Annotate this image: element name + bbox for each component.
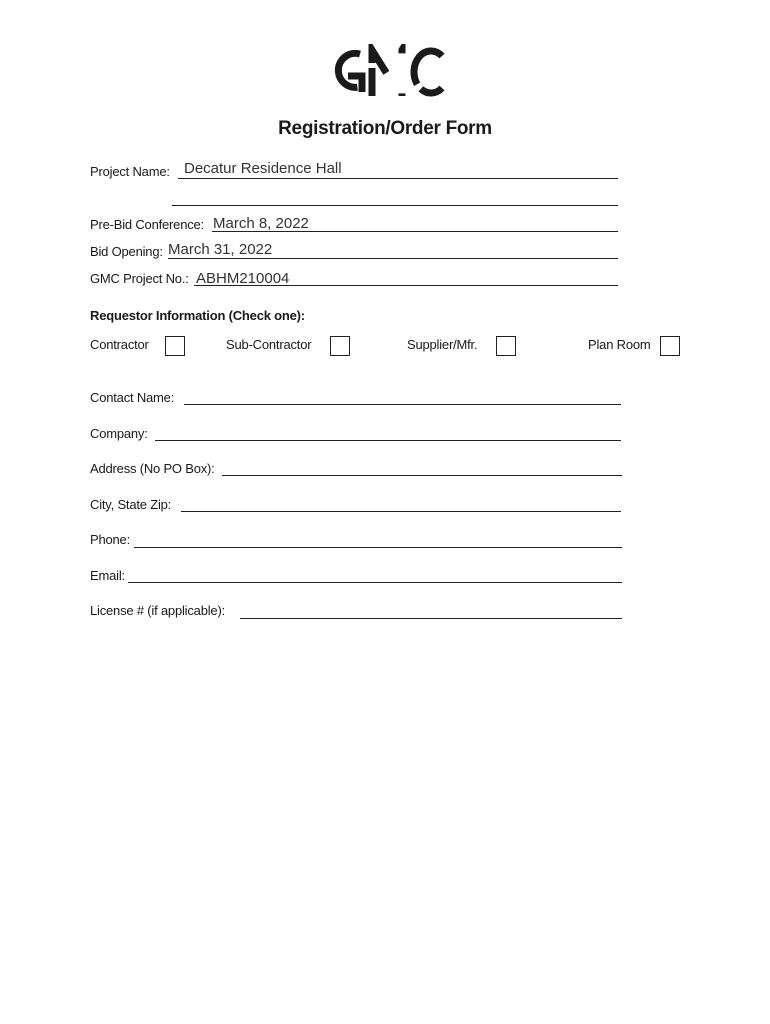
project-name-underline-2[interactable] [172, 205, 618, 206]
sub-contractor-label: Sub-Contractor [226, 337, 312, 352]
contractor-label: Contractor [90, 337, 149, 352]
gmc-project-no-label: GMC Project No.: [90, 271, 189, 286]
supplier-checkbox[interactable] [496, 336, 516, 356]
city-state-zip-label: City, State Zip: [90, 497, 172, 512]
sub-contractor-checkbox[interactable] [330, 336, 350, 356]
contact-name-label: Contact Name: [90, 390, 175, 405]
gmc-project-no-field[interactable]: ABHM210004 [196, 270, 290, 287]
company-label: Company: [90, 426, 148, 441]
gmc-logo [322, 44, 448, 100]
address-label: Address (No PO Box): [90, 461, 215, 476]
email-label: Email: [90, 568, 125, 583]
bid-opening-label: Bid Opening: [90, 244, 163, 259]
project-name-field[interactable]: Decatur Residence Hall [184, 160, 342, 177]
requestor-heading: Requestor Information (Check one): [90, 308, 305, 323]
city-state-zip-field[interactable] [181, 511, 621, 512]
email-field[interactable] [128, 582, 622, 583]
project-name-underline [178, 178, 618, 179]
plan-room-label: Plan Room [588, 337, 651, 352]
license-field[interactable] [240, 618, 622, 619]
pre-bid-label: Pre-Bid Conference: [90, 217, 204, 232]
address-field[interactable] [222, 475, 622, 476]
bid-opening-underline [168, 258, 618, 259]
contact-name-field[interactable] [184, 404, 621, 405]
pre-bid-field[interactable]: March 8, 2022 [213, 215, 309, 232]
project-name-label: Project Name: [90, 164, 170, 179]
license-label: License # (if applicable): [90, 603, 225, 618]
phone-label: Phone: [90, 532, 131, 547]
contractor-checkbox[interactable] [165, 336, 185, 356]
bid-opening-field[interactable]: March 31, 2022 [168, 241, 273, 258]
plan-room-checkbox[interactable] [660, 336, 680, 356]
form-title: Registration/Order Form [278, 118, 492, 139]
phone-field[interactable] [134, 547, 622, 548]
supplier-label: Supplier/Mfr. [407, 337, 478, 352]
company-field[interactable] [155, 440, 621, 441]
